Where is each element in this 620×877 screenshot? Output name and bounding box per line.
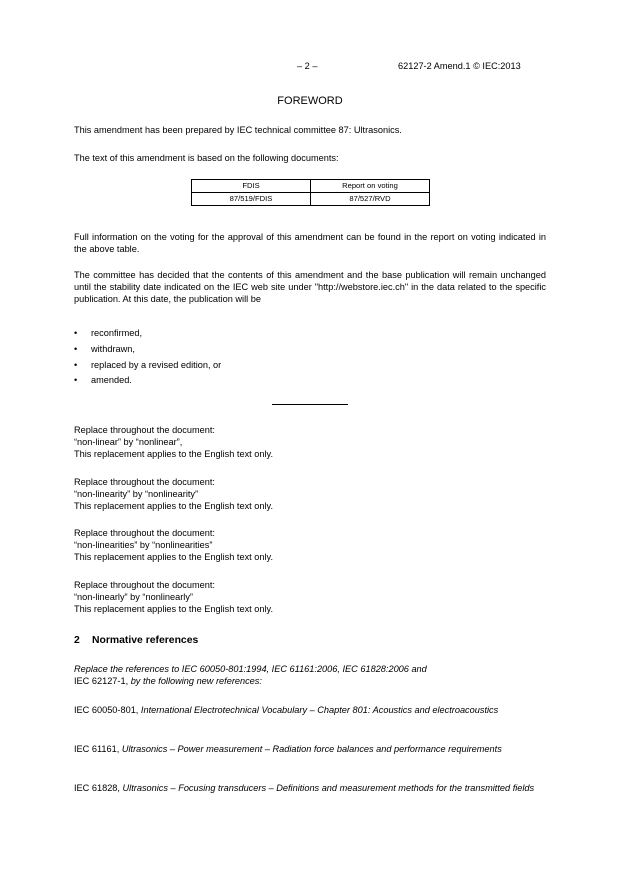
replacement-block: Replace throughout the document: “non-linearity” by “nonlinearity” This replacement applies to the English text only. [74, 477, 273, 512]
reference-entry: IEC 61161, Ultrasonics – Power measurement – Radiation force balances and performance requirements [74, 744, 502, 754]
section-heading [74, 634, 198, 647]
list-item: • reconfirmed, [74, 328, 143, 338]
list-item: • replaced by a revised edition, or [74, 359, 222, 370]
reference-entry: IEC 61828, Ultrasonics – Focusing transducers – Definitions and measurement methods for the transmitted fields [74, 783, 535, 793]
bullet-icon: • [74, 343, 78, 354]
bullet-icon: • [74, 359, 78, 370]
paragraph-based-on: The text of this amendment is based on the following documents: [74, 153, 339, 163]
reference-entry: IEC 60050-801, International Electrotechnical Vocabulary – Chapter 801: Acoustics and electroacoustics [74, 705, 499, 715]
table-header-row [192, 180, 430, 193]
replacement-block: Replace throughout the document: “non-linear” by “nonlinear”, This replacement applies to the English text only. [74, 425, 273, 460]
bullet-icon: • [74, 328, 78, 338]
table-row [192, 193, 430, 206]
publication-status-list [74, 327, 221, 390]
paragraph-voting-info: Full information on the voting for the approval of this amendment can be found in the report on voting indicated in the above table. [74, 232, 546, 255]
paragraph-committee: This amendment has been prepared by IEC technical committee 87: Ultrasonics. [74, 125, 402, 135]
document-reference: 62127-2 Amend.1 © IEC:2013 [398, 61, 521, 71]
list-item: • amended. [74, 375, 132, 386]
foreword-title: FOREWORD [277, 95, 343, 107]
bullet-icon: • [74, 375, 78, 386]
page-number: – 2 – [297, 61, 318, 71]
stability-text: The committee has decided that the contents of this amendment and the base publication will remain unchanged until the stability date indicated on the IEC web site under "http://webstore.iec.ch" in the data related to the specific publication. At this date, the publication will be [74, 270, 546, 305]
table-cell-rvd: 87/527/RVD [311, 193, 430, 206]
voting-table [191, 179, 430, 206]
replacement-block: Replace throughout the document: “non-linearities” by “nonlinearities” This replacement applies to the English text only. [74, 528, 273, 563]
section-title: Normative references [92, 635, 199, 646]
section-divider [272, 404, 348, 405]
table-header-report: Report on voting [311, 180, 430, 193]
list-item: • withdrawn, [74, 343, 135, 354]
section-number: 2 [74, 635, 80, 646]
paragraph-stability [74, 269, 546, 306]
references-intro: Replace the references to IEC 60050-801:1994, IEC 61161:2006, IEC 61828:2006 and IEC 62127-1, by the following new references: [74, 664, 427, 687]
table-cell-fdis: 87/519/FDIS [192, 193, 311, 206]
table-header-fdis: FDIS [192, 180, 311, 193]
replacement-block: Replace throughout the document: “non-linearly” by “nonlinearly” This replacement applies to the English text only. [74, 580, 273, 615]
